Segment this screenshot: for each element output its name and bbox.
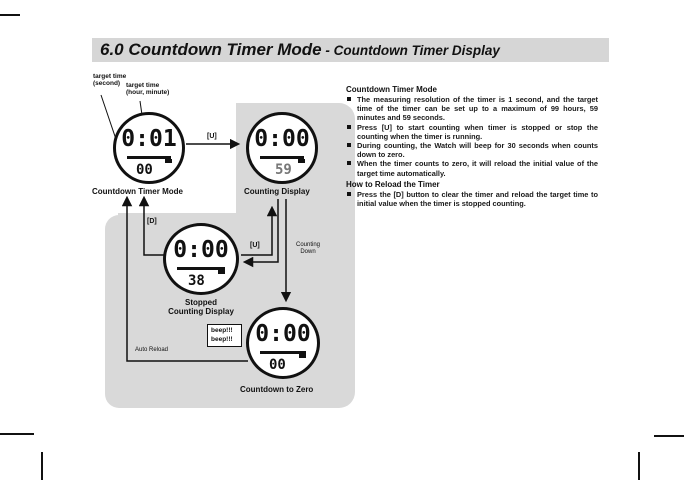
- label-target-hour-minute: target time (hour, minute): [126, 82, 170, 97]
- text-column: [346, 84, 598, 208]
- key-u-middle: [U]: [250, 242, 260, 249]
- bullet-marker: [347, 125, 351, 129]
- bullet-marker: [347, 192, 351, 196]
- caption-countdown-mode: Countdown Timer Mode: [92, 187, 183, 196]
- section-title-reload: How to Reload the Timer: [346, 179, 440, 189]
- bullet-marker: [347, 161, 351, 165]
- watch-zero-time: 0:00: [255, 321, 311, 347]
- arrow-stopped-to-mode: [144, 198, 164, 255]
- label-target-second: target time (second): [93, 73, 127, 88]
- key-d: [D]: [147, 218, 157, 225]
- caption-countdown-zero: Countdown to Zero: [240, 385, 314, 394]
- arrow-counting-to-stopped: [245, 199, 278, 262]
- bullet-1: [346, 95, 598, 123]
- watch-zero-seconds: 00: [269, 357, 286, 373]
- watch-counting-display: [246, 112, 318, 184]
- bullet-2: [346, 123, 598, 141]
- bullet-text: During counting, the Watch will beep for 30 seconds when counts down to zero.: [357, 141, 598, 160]
- watch-mode-time: 0:01: [121, 126, 177, 152]
- title-subtitle: Countdown Timer Display: [333, 43, 500, 58]
- bullet-text: The measuring resolution of the timer is 1 second, and the target time of the timer can be set up to a maximum of 99 hours, 59 minutes and 59 seconds.: [357, 95, 598, 123]
- bullet-5: [346, 190, 598, 208]
- key-u-top: [U]: [207, 133, 217, 140]
- bullet-text: Press [U] to start counting when timer is stopped or stop the counting when the timer is running.: [357, 122, 598, 141]
- watch-stopped-time: 0:00: [173, 237, 229, 263]
- watch-countdown-mode: [113, 112, 185, 184]
- watch-counting-seconds: 59: [275, 162, 292, 178]
- title-main: 6.0 Countdown Timer Mode: [100, 40, 322, 59]
- bullet-marker: [347, 143, 351, 147]
- section-title-countdown-mode: Countdown Timer Mode: [346, 85, 437, 94]
- label-auto-reload: Auto Reload: [135, 347, 169, 353]
- bullet-3: [346, 141, 598, 159]
- bullet-4: [346, 159, 598, 177]
- watch-stopped-display: [163, 223, 239, 295]
- caption-stopped-display: Stopped Counting Display: [168, 298, 234, 317]
- beep-callout: beep!!! beep!!!: [207, 324, 242, 347]
- caption-counting-display: Counting Display: [244, 187, 310, 196]
- watch-countdown-zero: [246, 307, 320, 379]
- bullet-marker: [347, 97, 351, 101]
- watch-counting-time: 0:00: [254, 126, 310, 152]
- title-separator: -: [321, 43, 334, 58]
- watch-stopped-seconds: 38: [188, 273, 205, 289]
- bullet-text: When the timer counts to zero, it will reload the initial value of the target time automatically.: [357, 159, 598, 178]
- label-counting-down: Counting Down: [296, 242, 321, 255]
- watch-mode-seconds: 00: [136, 162, 153, 178]
- bullet-text: Press the [D] button to clear the timer and reload the target time to initial value when the timer is stopped counting.: [357, 189, 598, 209]
